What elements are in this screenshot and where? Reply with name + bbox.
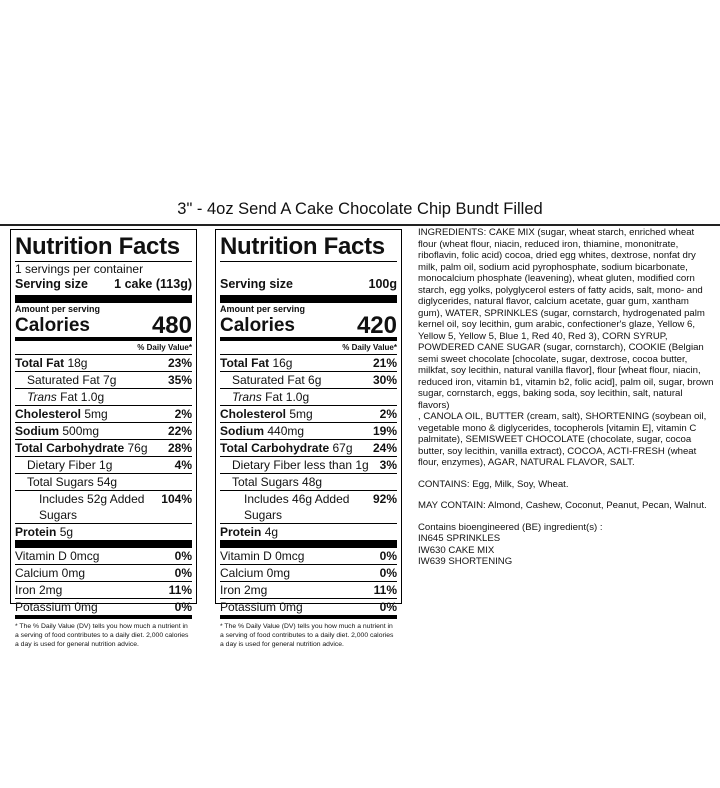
nutrient-pct: 4% bbox=[174, 458, 192, 472]
thick-divider bbox=[220, 540, 397, 548]
vitamin-row bbox=[220, 548, 397, 565]
nutrient-label: Dietary Fiber less than 1g bbox=[232, 458, 369, 472]
vitamin-row bbox=[15, 548, 192, 565]
total-carb-row bbox=[220, 440, 397, 457]
vitamin-pct: 11% bbox=[373, 583, 397, 597]
cholesterol-row bbox=[220, 406, 397, 423]
be-item: IN645 SPRINKLES bbox=[418, 533, 501, 544]
nutrient-label: Cholesterol bbox=[15, 407, 82, 421]
calories-value: 420 bbox=[356, 312, 397, 339]
nutrient-label: Includes 52g Added Sugars bbox=[39, 492, 145, 522]
serving-size-row bbox=[220, 276, 397, 295]
servings-per-container: 1 servings per container bbox=[15, 262, 144, 276]
serving-size-label: Serving size bbox=[15, 277, 88, 291]
be-item: IW630 CAKE MIX bbox=[418, 544, 495, 556]
vitamin-row bbox=[220, 582, 397, 599]
nutrient-pct: 28% bbox=[167, 441, 192, 455]
nutrient-label: Includes 46g Added Sugars bbox=[244, 492, 350, 522]
fiber-row bbox=[15, 457, 192, 474]
cholesterol-row bbox=[15, 406, 192, 423]
ingredients-panel bbox=[418, 227, 714, 568]
nutrient-pct: 3% bbox=[379, 458, 397, 472]
nutrient-label: Total Fat bbox=[220, 356, 270, 370]
thick-divider bbox=[220, 295, 397, 303]
vitamin-label: Iron 2mg bbox=[220, 583, 268, 597]
nutrient-pct: 35% bbox=[167, 373, 192, 387]
vitamin-label: Vitamin D 0mcg bbox=[15, 549, 100, 563]
label-heading: Nutrition Facts bbox=[220, 233, 397, 262]
nutrient-label: Saturated Fat 6g bbox=[232, 373, 322, 387]
calories-label: Calories bbox=[220, 315, 295, 336]
serving-size-row bbox=[15, 276, 192, 295]
calories-row bbox=[15, 312, 192, 339]
nutrient-label: Fat 1.0g bbox=[56, 390, 105, 404]
vitamin-pct: 0% bbox=[174, 600, 192, 614]
added-sugars-row bbox=[220, 491, 397, 524]
nutrient-pct: 2% bbox=[379, 407, 397, 421]
vitamin-pct: 0% bbox=[174, 549, 192, 563]
vitamin-pct: 0% bbox=[174, 566, 192, 580]
nutrient-amount: 4g bbox=[264, 525, 279, 539]
nutrition-label-per-100g bbox=[215, 229, 402, 648]
serving-size-value: 1 cake (113g) bbox=[114, 277, 192, 291]
thick-divider bbox=[15, 540, 192, 548]
nutrient-label: Cholesterol bbox=[220, 407, 287, 421]
protein-row bbox=[15, 524, 192, 540]
nutrient-label: Dietary Fiber 1g bbox=[27, 458, 113, 472]
added-sugars-row bbox=[15, 491, 192, 524]
nutrient-label: Total Carbohydrate bbox=[220, 441, 330, 455]
total-carb-row bbox=[15, 440, 192, 457]
total-fat-row bbox=[15, 355, 192, 372]
nutrient-label: Sodium bbox=[15, 424, 59, 438]
nutrient-pct: 21% bbox=[372, 356, 397, 370]
total-sugars-row bbox=[220, 474, 397, 491]
total-fat-row bbox=[220, 355, 397, 372]
vitamin-pct: 0% bbox=[379, 600, 397, 614]
nutrient-amount: 76g bbox=[127, 441, 148, 455]
title-divider bbox=[0, 224, 720, 226]
protein-row bbox=[220, 524, 397, 540]
trans-fat-row bbox=[220, 389, 397, 406]
daily-value-header: % Daily Value* bbox=[220, 337, 397, 355]
sodium-row bbox=[220, 423, 397, 440]
nutrient-amount: 67g bbox=[332, 441, 353, 455]
dv-footnote: * The % Daily Value (DV) tells you how much a nutrient in a serving of food contributes to a daily diet. 2,000 calories a day is used for general nutrition advice. bbox=[15, 623, 189, 648]
vitamin-pct: 11% bbox=[168, 583, 192, 597]
nutrient-pct: 19% bbox=[372, 424, 397, 438]
nutrient-label: Total Sugars 54g bbox=[27, 475, 118, 489]
nutrient-pct: 23% bbox=[167, 356, 192, 370]
may-contain-allergens: MAY CONTAIN: Almond, Cashew, Coconut, Peanut, Pecan, Walnut. bbox=[418, 500, 707, 511]
amount-per-serving: Amount per serving bbox=[15, 304, 101, 314]
contains-allergens: CONTAINS: Egg, Milk, Soy, Wheat. bbox=[418, 478, 569, 490]
nutrient-label: Fat 1.0g bbox=[261, 390, 310, 404]
trans-fat-row bbox=[15, 389, 192, 406]
servings-per-container bbox=[220, 262, 397, 276]
ingredients-text-continued: , CANOLA OIL, BUTTER (cream, salt), SHORTENING (soybean oil, vegetable mono & diglycerides, tocopherols [vitamin E], vitamin C palmitate), SEMISWEET CHOCOLATE (chocolate, sugar, cocoa butter, soy lecithin, vanilla extract), COCOA, ACTI-FRESH (wheat flour, enzymes), AGAR, NATURAL FLAVOR, SALT. bbox=[418, 411, 707, 468]
product-title: 3" - 4oz Send A Cake Chocolate Chip Bundt Filled bbox=[177, 200, 543, 218]
vitamin-label: Vitamin D 0mcg bbox=[220, 549, 305, 563]
nutrient-pct: 24% bbox=[372, 441, 397, 455]
nutrient-pct: 104% bbox=[161, 492, 192, 506]
ingredients-text: INGREDIENTS: CAKE MIX (sugar, wheat starch, enriched wheat flour (wheat flour, niacin, reduced iron, thiamine, mononitrate, riboflavin, folic acid) cocoa, dried egg whites, dextrose, nonfat dry milk, palm oil, sodium acid pyrophosphate, sodium bicarbonate, monocalcium phosphate (leavening), wheat gluten, modified corn starch, egg yolks, polyglycerol esters of fatty acids, salt, mono- and diglycerides, natural flavor, calcium acetate, guar gum, xantham gum), WATER, SPRINKLES (sugar, cornstarch, hydrogenated palm kernel oil, soy lecithin, gum arabic, confectioner's glaze, Yellow 6, Yellow 5, Yellow 5, Blue 1, Red 40, Red 3), CORN SYRUP, POWDERED CANE SUGAR (sugar, cornstarch), COOKIE (Belgian semi sweet chocolate [chocolate, sugar, dextrose, cocoa butter, milkfat, soy lecithin, natural vanilla flavor], flour [wheat flour, niacin, reduced iron, vitamin b1, vitamin b2, folic acid], palm oil, sugar, brown sugar, cornstarch, eggs, baking soda, soy lecithin, salt, natural flavors) bbox=[418, 227, 714, 411]
nutrient-amount: 440mg bbox=[267, 424, 305, 438]
daily-value-header: % Daily Value* bbox=[15, 337, 192, 355]
thick-divider bbox=[15, 295, 192, 303]
nutrient-label: Protein bbox=[220, 525, 262, 539]
vitamin-pct: 0% bbox=[379, 566, 397, 580]
calories-row bbox=[220, 312, 397, 339]
nutrient-label: Total Fat bbox=[15, 356, 65, 370]
vitamin-row bbox=[220, 565, 397, 582]
saturated-fat-row bbox=[15, 372, 192, 389]
nutrient-pct: 2% bbox=[174, 407, 192, 421]
vitamin-row bbox=[220, 599, 397, 619]
nutrient-pct: 22% bbox=[167, 424, 192, 438]
total-sugars-row bbox=[15, 474, 192, 491]
nutrient-amount: 5mg bbox=[84, 407, 108, 421]
calories-value: 480 bbox=[151, 312, 192, 339]
nutrient-amount: 5g bbox=[59, 525, 74, 539]
dv-footnote: * The % Daily Value (DV) tells you how much a nutrient in a serving of food contributes to a daily diet. 2,000 calories a day is used for general nutrition advice. bbox=[220, 623, 394, 648]
vitamin-label: Potassium 0mg bbox=[15, 600, 98, 614]
nutrient-amount: 16g bbox=[272, 356, 293, 370]
saturated-fat-row bbox=[220, 372, 397, 389]
vitamin-label: Calcium 0mg bbox=[15, 566, 86, 580]
serving-size-label: Serving size bbox=[220, 277, 293, 291]
nutrient-label: Total Sugars 48g bbox=[232, 475, 323, 489]
nutrient-pct: 30% bbox=[372, 373, 397, 387]
trans-italic: Trans bbox=[232, 390, 262, 404]
serving-size-value: 100g bbox=[368, 277, 397, 291]
fiber-row bbox=[220, 457, 397, 474]
vitamin-row bbox=[15, 565, 192, 582]
trans-italic: Trans bbox=[27, 390, 57, 404]
be-item: IW639 SHORTENING bbox=[418, 556, 513, 567]
nutrient-amount: 500mg bbox=[62, 424, 100, 438]
bioengineered-list bbox=[418, 522, 714, 568]
label-heading: Nutrition Facts bbox=[15, 233, 192, 262]
sodium-row bbox=[15, 423, 192, 440]
vitamin-label: Iron 2mg bbox=[15, 583, 63, 597]
nutrient-pct: 92% bbox=[372, 492, 397, 506]
nutrient-amount: 18g bbox=[67, 356, 88, 370]
nutrient-label: Protein bbox=[15, 525, 57, 539]
calories-label: Calories bbox=[15, 315, 90, 336]
nutrient-amount: 5mg bbox=[289, 407, 313, 421]
vitamin-label: Potassium 0mg bbox=[220, 600, 303, 614]
vitamin-pct: 0% bbox=[379, 549, 397, 563]
nutrient-label: Total Carbohydrate bbox=[15, 441, 125, 455]
nutrition-label-per-container bbox=[10, 229, 197, 648]
vitamin-label: Calcium 0mg bbox=[220, 566, 291, 580]
nutrient-label: Saturated Fat 7g bbox=[27, 373, 117, 387]
nutrient-label: Sodium bbox=[220, 424, 264, 438]
be-header: Contains bioengineered (BE) ingredient(s) : bbox=[418, 521, 603, 533]
vitamin-row bbox=[15, 599, 192, 619]
vitamin-row bbox=[15, 582, 192, 599]
amount-per-serving: Amount per serving bbox=[220, 304, 306, 314]
